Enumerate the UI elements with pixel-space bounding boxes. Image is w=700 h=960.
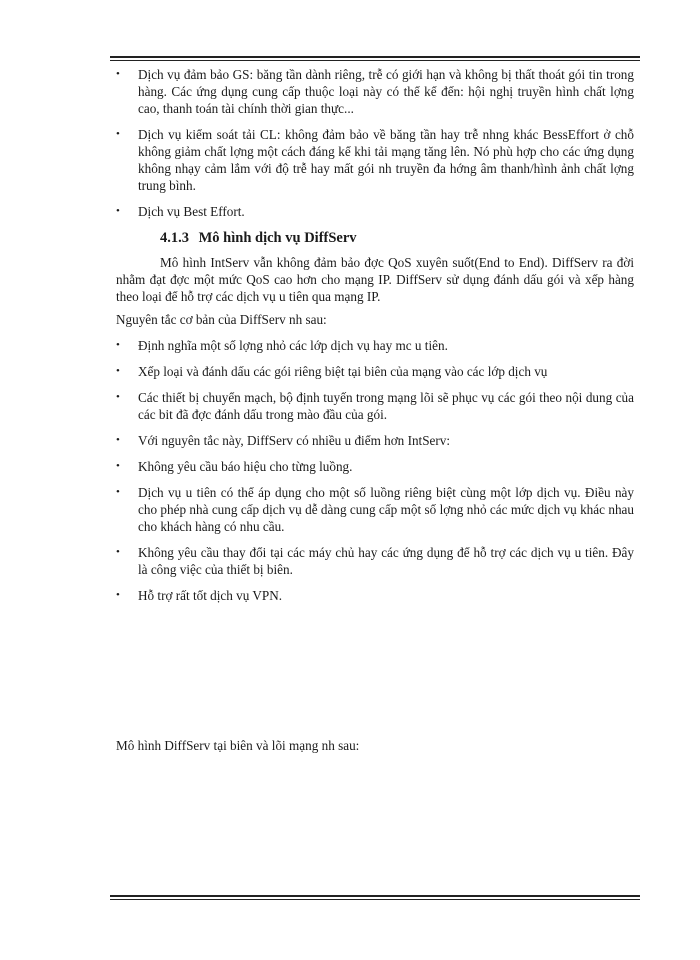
- list-item: [116, 363, 634, 380]
- list-item-text: Dịch vụ đảm bảo GS: băng tần dành riêng, trễ có giới hạn và không bị thất thoát gói tin trong hàng. Các ứng dụng cung cấp thuộc loại này có thể kể đến: hội nghị truyền hình chất lợng cao, thanh toán tài chính thời gian thực...: [138, 67, 634, 116]
- bullet-icon: •: [116, 546, 120, 558]
- page-body: [116, 66, 634, 613]
- list-item-text: Dịch vụ kiểm soát tải CL: không đảm bảo về băng tần hay trễ nhng khác BessEffort ở chỗ không giảm chất lợng một cách đáng kể khi tải mạng tăng lên. Nó phù hợp cho các ứng dụng không nhạy cảm lắm với độ trễ hay mất gói nh truyền đa hớng âm thanh/hình ảnh chất lợng trung bình.: [138, 127, 634, 193]
- bullet-icon: •: [116, 128, 120, 140]
- list-item: [116, 389, 634, 423]
- service-list: [116, 66, 634, 220]
- list-item-text: Dịch vụ u tiên có thể áp dụng cho một số luồng riêng biệt cùng một lớp dịch vụ. Điều này cho phép nhà cung cấp dịch vụ dễ dàng cung cấp một số lợng nhỏ các mức dịch vụ khác nhau cho khách hàng có nhu cầu.: [138, 485, 634, 534]
- figure-caption: Mô hình DiffServ tại biên và lõi mạng nh sau:: [116, 738, 360, 753]
- principles-list: [116, 337, 634, 604]
- bullet-icon: •: [116, 205, 120, 217]
- section-title: Mô hình dịch vụ DiffServ: [198, 230, 357, 246]
- list-item: [116, 432, 634, 449]
- intro-paragraph: Mô hình IntServ vẫn không đảm bảo đợc QoS xuyên suốt(End to End). DiffServ ra đời nhằm đạt đợc một mức QoS cao hơn cho mạng IP. DiffServ sử dụng đánh dấu gói và xếp hàng theo loại để hỗ trợ các dịch vụ u tiên qua mạng IP.: [116, 255, 634, 304]
- list-item-text: Xếp loại và đánh dấu các gói riêng biệt tại biên của mạng vào các lớp dịch vụ: [138, 364, 548, 379]
- list-item: [116, 203, 634, 220]
- list-item-text: Định nghĩa một số lợng nhỏ các lớp dịch vụ hay mc u tiên.: [138, 338, 448, 353]
- list-item-text: Các thiết bị chuyển mạch, bộ định tuyến trong mạng lõi sẽ phục vụ các gói theo nội dung của các bit đã đợc đánh dấu trong mào đầu của gói.: [138, 390, 634, 422]
- list-item: [116, 484, 634, 535]
- list-item-text: Dịch vụ Best Effort.: [138, 204, 245, 219]
- list-item-text: Hỗ trợ rất tốt dịch vụ VPN.: [138, 588, 283, 603]
- bullet-icon: •: [116, 391, 120, 403]
- list-item: [116, 66, 634, 117]
- list-item: [116, 337, 634, 354]
- list-item-text: Với nguyên tắc này, DiffServ có nhiều u điểm hơn IntServ:: [138, 433, 451, 448]
- list-item: [116, 126, 634, 194]
- bullet-icon: •: [116, 68, 120, 80]
- list-item: [116, 544, 634, 578]
- bullet-icon: •: [116, 589, 120, 601]
- bullet-icon: •: [116, 434, 120, 446]
- header-rule: [110, 56, 640, 61]
- bullet-icon: •: [116, 339, 120, 351]
- bullet-icon: •: [116, 460, 120, 472]
- list-item: [116, 458, 634, 475]
- bullet-icon: •: [116, 486, 120, 498]
- section-heading: [160, 229, 634, 248]
- list-item-text: Không yêu cầu báo hiệu cho từng luồng.: [138, 459, 353, 474]
- bullet-icon: •: [116, 365, 120, 377]
- footer-rule: [110, 895, 640, 900]
- list-item-text: Không yêu cầu thay đổi tại các máy chủ hay các ứng dụng để hỗ trợ các dịch vụ u tiên. Đây là công việc của thiết bị biên.: [138, 545, 634, 577]
- principles-intro: Nguyên tắc cơ bản của DiffServ nh sau:: [116, 312, 327, 327]
- list-item: [116, 587, 634, 604]
- section-number: 4.1.3: [160, 230, 189, 246]
